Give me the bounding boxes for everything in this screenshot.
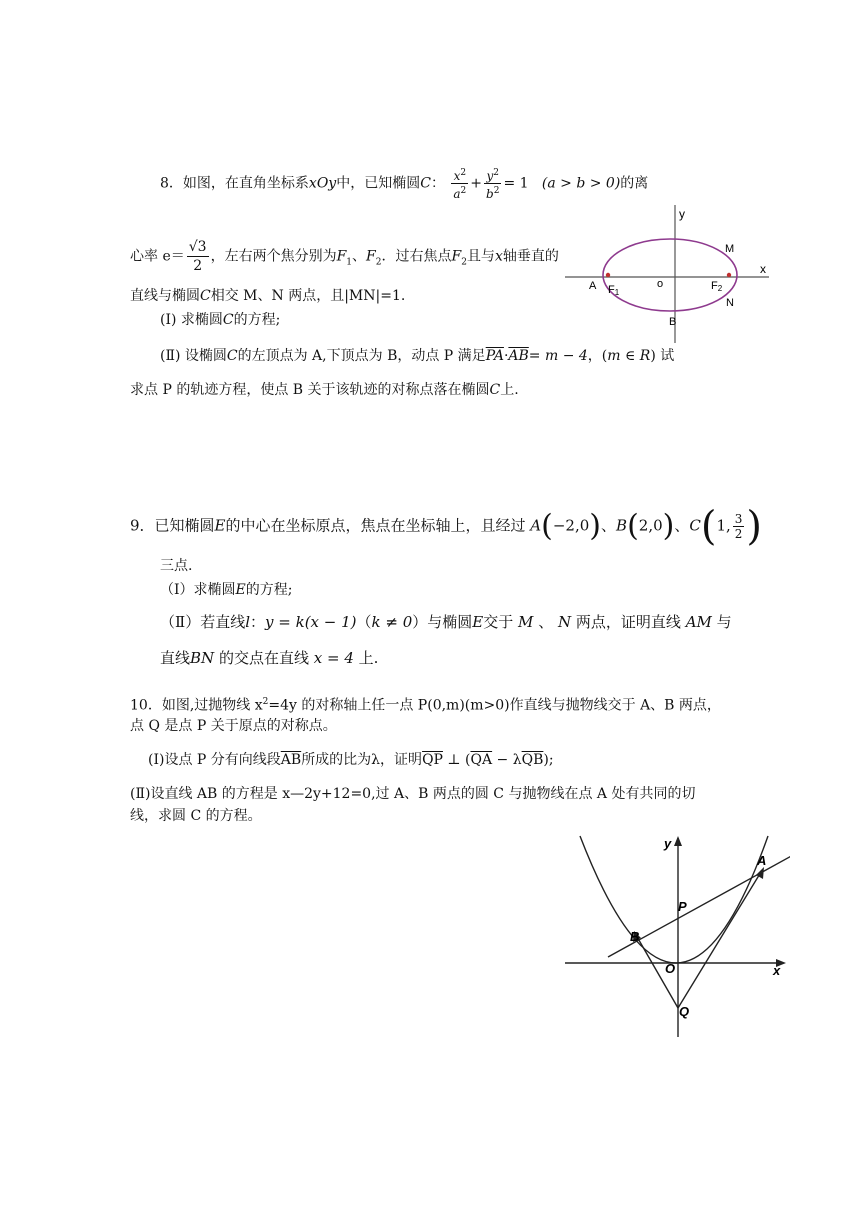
- q8-line-2: 心率 e＝ $\frac{√3}{2}$ ，左右两个焦分别为$F_1$、$F_2$．过右焦点$F_2$且与x轴垂直的: [130, 239, 559, 274]
- label-q: Q: [679, 1004, 690, 1019]
- focus-f1-dot: [606, 273, 610, 277]
- ellipse-frac-x: $\frac{x^2}{a^2}$: [453, 168, 467, 201]
- q9-line-2: 三点.: [160, 558, 193, 574]
- label-b: B: [630, 929, 640, 944]
- q10-part-2: (Ⅱ)设直线 AB 的方程是 x—2y+12=0,过 A、B 两点的圆 C 与抛物线在点 A 处有共同的切: [130, 786, 696, 802]
- label-o: o: [657, 278, 664, 290]
- label-a: A: [757, 853, 767, 868]
- q8-c: C: [420, 175, 431, 192]
- q10-line-2: 点 Q 是点 P 关于原点的对称点。: [130, 718, 337, 734]
- q9-line-1: 9．已知椭圆E的中心在坐标原点，焦点在坐标轴上，且经过 A(−2,0)、B(2,0)、C(1, $\frac{3}{2}$ ): [130, 503, 763, 550]
- ellipse-curve: [603, 239, 737, 311]
- label-b: B: [669, 316, 677, 328]
- ellipse-figure: [565, 205, 780, 345]
- q10-part-1: (Ⅰ)设点 P 分有向线段$\overline{AB}$所成的比为λ，证明$\overline{QP}$ ⊥ $(\overline{QA} - \lambda\overline{QB})$;: [148, 752, 554, 768]
- q8-text: 中，已知椭圆: [336, 175, 421, 192]
- q8-line-1: 8．如图，在直角坐标系xOy中，已知椭圆C： $\frac{x^2}{a^2}$ + $\frac{y^2}{b^2}$ = 1 (a > b > 0)的离: [160, 168, 649, 201]
- label-n: N: [726, 297, 734, 309]
- label-x: x: [773, 963, 781, 978]
- parabola-curve: [580, 836, 768, 963]
- label-y: y: [664, 836, 672, 851]
- q8-colon: ：: [430, 175, 445, 192]
- parabola-figure: [560, 832, 790, 1042]
- q8-part-2-cont: 求点 P 的轨迹方程，使点 B 关于该轨迹的对称点落在椭圆C上.: [130, 382, 519, 398]
- q8-xoy: xOy: [308, 175, 337, 192]
- focus-f2-dot: [727, 273, 731, 277]
- q8-line-3: 直线与椭圆C相交 M、N 两点，且|MN|=1.: [130, 288, 406, 304]
- segment-qa: [678, 872, 761, 1008]
- q8-text: 8．如图，在直角坐标系: [160, 175, 309, 192]
- label-f1: F1: [608, 284, 620, 297]
- q9-part-2: （Ⅱ）若直线l：y = k(x − 1)（k ≠ 0）与椭圆E交于 M 、 N 两点，证明直线 AM 与: [160, 613, 732, 631]
- q10-line-1: 10．如图,过抛物线 $x^2=4y$ 的对称轴上任一点 P(0,m)(m>0)作直线与抛物线交于 A、B 两点，: [130, 697, 721, 714]
- label-m: M: [725, 243, 735, 255]
- ellipse-frac-y: $\frac{y^2}{b^2}$: [486, 168, 500, 201]
- y-axis-arrow: [674, 836, 682, 846]
- label-a: A: [589, 280, 597, 292]
- eccentricity-frac: $\frac{√3}{2}$: [188, 239, 207, 274]
- q8-condition: (a > b > 0): [541, 175, 621, 192]
- q9-part-2-cont: 直线BN 的交点在直线 x = 4 上.: [160, 649, 379, 667]
- q9-part-1: （Ⅰ）求椭圆E的方程;: [160, 582, 293, 598]
- q8-part-2: (Ⅱ) 设椭圆C的左顶点为 A,下顶点为 B，动点 P 满足$\overline{PA}\cdot\overline{AB}= m - 4$，(m ∈ R) 试: [160, 348, 675, 364]
- q10-part-2-cont: 线，求圆 C 的方程。: [130, 808, 262, 824]
- label-x: x: [760, 262, 766, 276]
- label-f2: F2: [711, 280, 723, 293]
- label-p: P: [678, 899, 687, 914]
- label-o: O: [665, 961, 676, 976]
- label-y: y: [679, 207, 685, 221]
- q8-part-1: (Ⅰ) 求椭圆C的方程;: [160, 312, 281, 328]
